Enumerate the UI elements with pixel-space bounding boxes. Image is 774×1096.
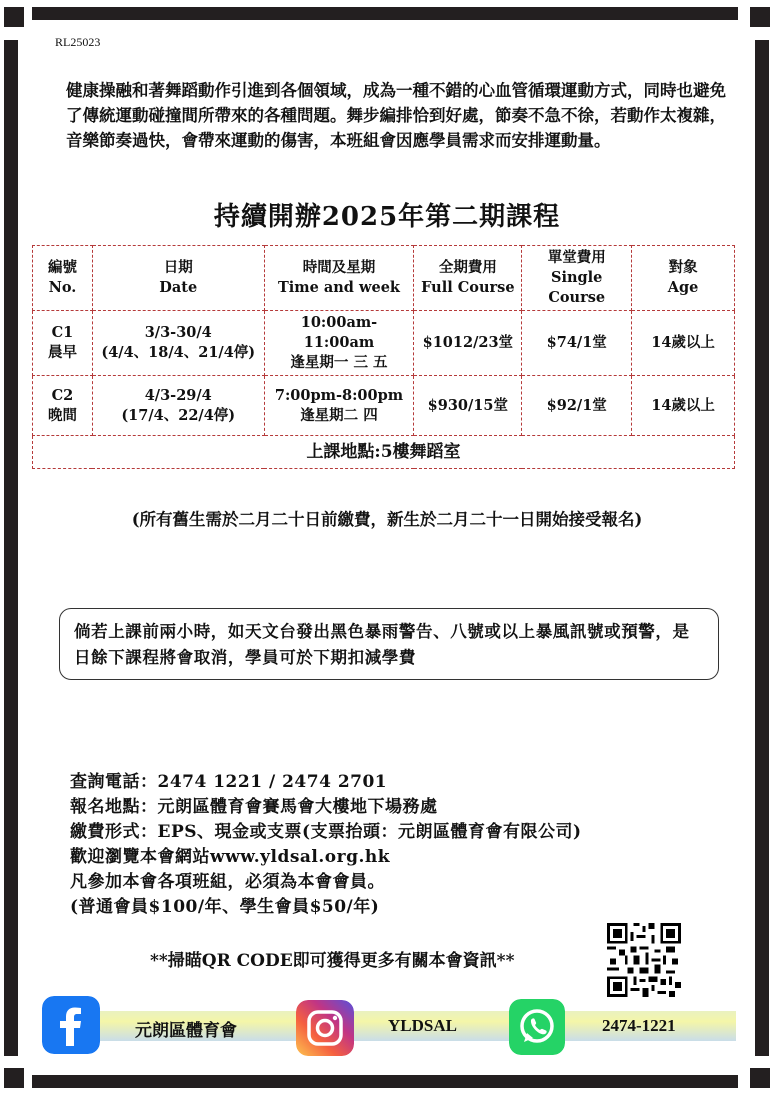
- facebook-label: 元朗區體育會: [135, 1021, 237, 1040]
- cell-date: [92, 376, 264, 436]
- frame-corner-br: [750, 1068, 770, 1088]
- header-single-course: [522, 246, 632, 311]
- whatsapp-icon[interactable]: [509, 999, 565, 1055]
- cell-text: (4/4、18/4、21/4停): [101, 344, 256, 361]
- whatsapp-label: 2474-1221: [602, 1016, 676, 1035]
- cell-text: 晚間: [47, 406, 77, 424]
- cell-date: [92, 311, 264, 376]
- intro-paragraph: 健康操融和著舞蹈動作引進到各個領域，成為一種不錯的心血管循環運動方式，同時也避免了傳統運動碰撞間所帶來的各種問題。舞步編排恰到好處，節奏不急不徐，若動作太複雜，音樂節奏過快，會帶來運動的傷害，本班組會因應學員需求而安排運動量。: [66, 81, 726, 150]
- weather-notice-box: 倘若上課前兩小時，如天文台發出黑色暴雨警告、八號或以上暴風訊號或預警，是日餘下課程將會取消，學員可於下期扣減學費: [59, 608, 719, 680]
- qr-code-icon[interactable]: [606, 923, 682, 997]
- cell-no: [33, 311, 93, 376]
- cell-full: $930/15堂: [414, 376, 522, 436]
- schedule-table: [32, 245, 735, 469]
- cell-text: 晨早: [47, 344, 77, 361]
- header-label: 單堂費用: [547, 249, 606, 266]
- header-full-course: [414, 246, 522, 311]
- header-label: 全期費用: [438, 259, 497, 276]
- contact-line-phone: 查詢電話：2474 1221 / 2474 2701: [70, 772, 388, 792]
- frame-corner-tr: [750, 7, 770, 27]
- table-row-venue: [33, 436, 735, 469]
- cell-text: 7:00pm-8:00pm: [274, 386, 404, 404]
- instagram-label: YLDSAL: [388, 1016, 457, 1035]
- contact-info: [70, 770, 582, 920]
- cell-text: 4/3-29/4: [144, 386, 212, 404]
- header-no: [33, 246, 93, 311]
- venue-cell: 上課地點:5樓舞蹈室: [33, 436, 735, 469]
- cell-no: [33, 376, 93, 436]
- cell-single: $74/1堂: [522, 311, 632, 376]
- cell-age: 14歲以上: [632, 311, 735, 376]
- contact-line-website[interactable]: 歡迎瀏覽本會網站www.yldsal.org.hk: [70, 847, 391, 867]
- header-label: Time and week: [277, 279, 400, 296]
- table-header-row: [33, 246, 735, 311]
- cell-text: 逢星期二 四: [300, 406, 378, 424]
- header-label: 日期: [163, 259, 193, 276]
- cell-text: 3/3-30/4: [144, 324, 212, 341]
- frame-top: [32, 7, 738, 20]
- contact-line-address: 報名地點：元朗區體育會賽馬會大樓地下場務處: [70, 797, 438, 817]
- cell-time: [264, 311, 414, 376]
- cell-text: (17/4、22/4停): [121, 406, 236, 424]
- cell-text: C2: [51, 386, 74, 404]
- contact-line-fees: (普通會員$100/年、學生會員$50/年): [70, 897, 380, 917]
- page-title: 持續開辦2025年第二期課程: [213, 202, 561, 232]
- frame-left: [4, 40, 18, 1056]
- header-label: Single Course: [548, 269, 606, 306]
- cell-text: 逢星期一 三 五: [290, 354, 388, 371]
- instagram-icon[interactable]: [296, 1000, 354, 1056]
- qr-caption: **掃瞄QR CODE即可獲得更多有關本會資訊**: [150, 951, 515, 971]
- cell-full: $1012/23堂: [414, 311, 522, 376]
- frame-corner-tl: [4, 7, 24, 27]
- header-label: Date: [159, 279, 198, 296]
- cell-age: 14歲以上: [632, 376, 735, 436]
- header-label: 編號: [47, 259, 77, 276]
- table-row: [33, 376, 735, 436]
- document-code: RL25023: [55, 35, 101, 49]
- cell-single: $92/1堂: [522, 376, 632, 436]
- header-label: 對象: [668, 259, 698, 276]
- header-time: [264, 246, 414, 311]
- cell-text: C1: [51, 324, 74, 341]
- header-label: Age: [667, 279, 699, 296]
- social-bar: [42, 996, 736, 1058]
- header-date: [92, 246, 264, 311]
- payment-deadline-note: (所有舊生需於二月二十日前繳費，新生於二月二十一日開始接受報名): [131, 510, 643, 529]
- contact-line-payment: 繳費形式：EPS、現金或支票(支票抬頭：元朗區體育會有限公司): [70, 822, 582, 842]
- header-label: 時間及星期: [302, 259, 376, 276]
- table-row: [33, 311, 735, 376]
- cell-text: 10:00am-11:00am: [300, 314, 378, 351]
- header-age: [632, 246, 735, 311]
- frame-bottom: [32, 1075, 738, 1088]
- frame-corner-bl: [4, 1068, 24, 1088]
- header-label: No.: [48, 279, 77, 296]
- frame-right: [755, 40, 769, 1056]
- facebook-icon[interactable]: [42, 996, 100, 1054]
- contact-line-membership: 凡參加本會各項班組，必須為本會會員。: [70, 872, 385, 892]
- cell-time: [264, 376, 414, 436]
- header-label: Full Course: [421, 279, 515, 296]
